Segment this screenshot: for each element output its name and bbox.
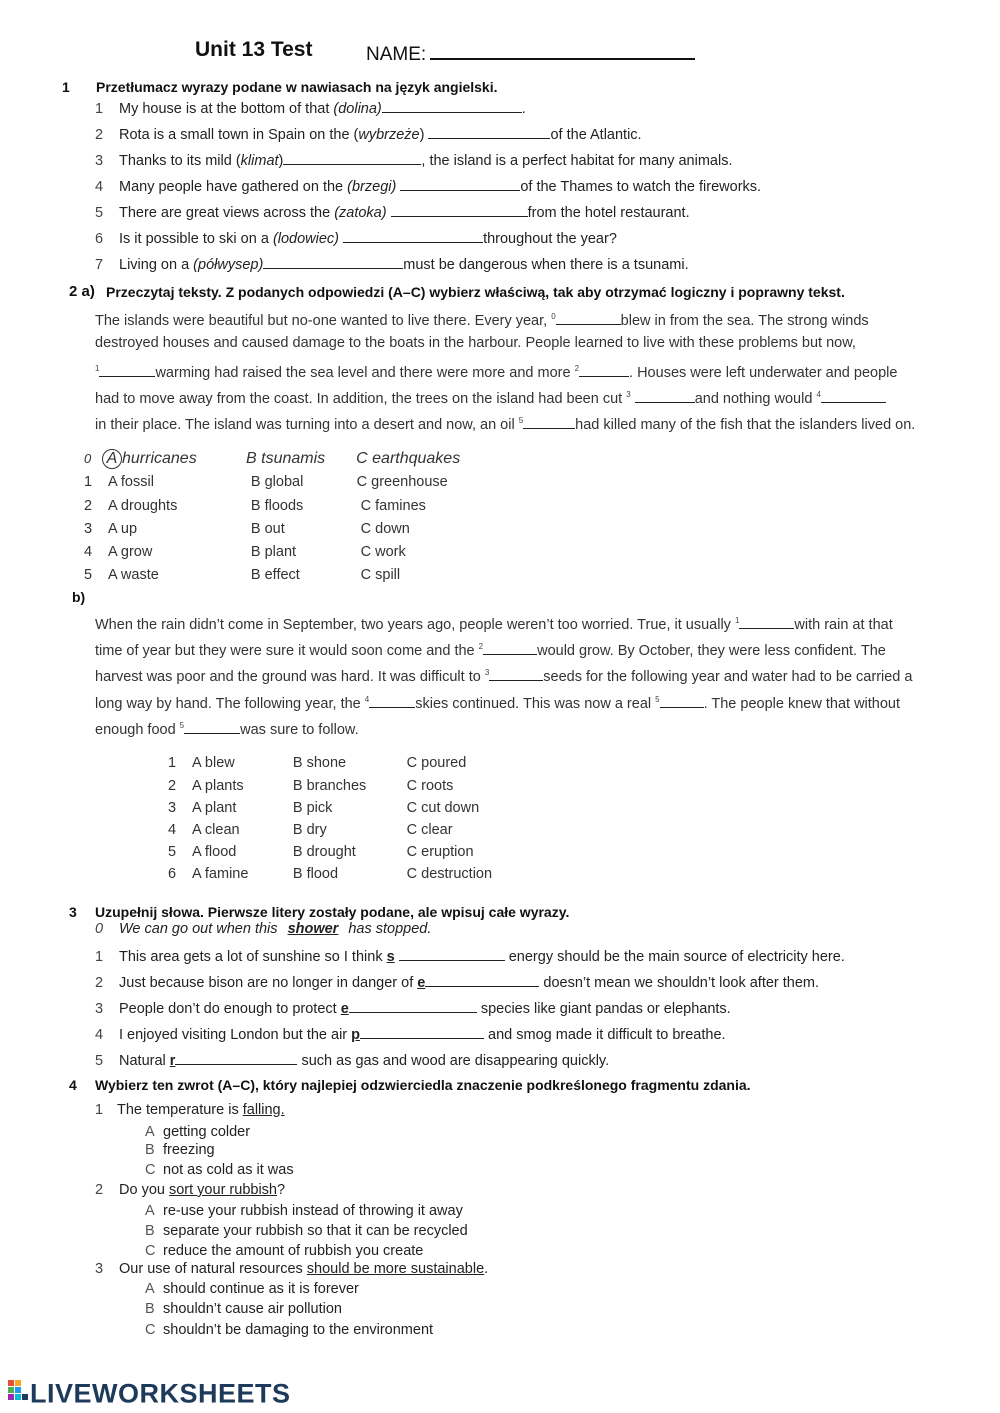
logo-blocks-icon (8, 1378, 30, 1410)
s2b-gap-6[interactable] (184, 720, 240, 734)
s4-q3-option-a[interactable]: A should continue as it is forever (145, 1281, 359, 1297)
s3-item-5: 5 Natural r such as gas and wood are disappearing quickly. (95, 1053, 610, 1069)
s2b-option-row-6: 6 A famine B flood C destruction (168, 866, 493, 882)
s1-answer-5[interactable] (391, 203, 528, 217)
s2b-option-row-2: 2 A plants B branches C roots (168, 778, 454, 794)
s1-item-1: 1 My house is at the bottom of that (dolina) . (95, 101, 526, 117)
s4-q2-option-c[interactable]: C reduce the amount of rubbish you create (145, 1243, 424, 1259)
section-2a-number: 2 a) (69, 283, 95, 300)
s2b-line-4: long way by hand. The following year, the $^4$ skies continued. This was now a real $^5$ . The people knew that without (95, 695, 901, 712)
logo-text: LIVEWORKSHEETS (30, 1378, 291, 1409)
section-2b-number: b) (72, 589, 86, 605)
s2b-line-3: harvest was poor and the ground was hard. It was difficult to $^3$ seeds for the following year and water had to be carried a (95, 668, 913, 685)
section-3-number: 3 (69, 904, 77, 920)
s1-item-7: 7 Living on a (półwysep) must be dangerous when there is a tsunami. (95, 257, 689, 273)
s1-answer-3[interactable] (283, 151, 421, 165)
s3-answer-2[interactable] (425, 973, 539, 987)
s4-question-1: 1 The temperature is falling. (95, 1102, 285, 1118)
s4-q3-option-c[interactable]: C shouldn’t be damaging to the environment (145, 1322, 434, 1338)
s2a-gap-2[interactable] (579, 363, 629, 377)
s2a-option-row-5: 5 A waste B effect C spill (84, 567, 401, 583)
s2b-option-row-3: 3 A plant B pick C cut down (168, 800, 480, 816)
s3-item-1: 1 This area gets a lot of sunshine so I think s energy should be the main source of electricity here. (95, 949, 845, 965)
selected-answer-circle[interactable]: A (102, 449, 122, 469)
s1-item-5: 5 There are great views across the (zatoka) from the hotel restaurant. (95, 205, 690, 221)
s1-item-4: 4 Many people have gathered on the (brzegi) of the Thames to watch the fireworks. (95, 179, 762, 195)
name-label: NAME: (366, 44, 427, 65)
s4-question-3: 3 Our use of natural resources should be more sustainable. (95, 1261, 489, 1277)
s3-answer-5[interactable] (175, 1051, 297, 1065)
s1-answer-2[interactable] (428, 125, 550, 139)
s2b-gap-1[interactable] (739, 615, 794, 629)
s4-question-2: 2 Do you sort your rubbish? (95, 1182, 286, 1198)
s1-answer-1[interactable] (382, 99, 522, 113)
section-1-number: 1 (62, 79, 70, 95)
s4-q1-option-c[interactable]: C not as cold as it was (145, 1162, 294, 1178)
s2b-line-5: enough food $^5$ was sure to follow. (95, 721, 359, 738)
s3-answer-4[interactable] (360, 1025, 484, 1039)
s3-answer-1[interactable] (399, 947, 505, 961)
s2b-gap-4[interactable] (369, 694, 415, 708)
s1-answer-7[interactable] (263, 255, 403, 269)
s2b-option-row-4: 4 A clean B dry C clear (168, 822, 453, 838)
s1-item-6: 6 Is it possible to ski on a (lodowiec) throughout the year? (95, 231, 617, 247)
s2b-gap-5[interactable] (660, 694, 704, 708)
s4-q2-option-b[interactable]: B separate your rubbish so that it can be recycled (145, 1223, 468, 1239)
page-title: Unit 13 Test (195, 38, 313, 61)
section-4-instruction: Wybierz ten zwrot (A–C), który najlepiej odzwierciedla znaczenie podkreślonego fragmentu zdania. (95, 1077, 751, 1093)
s2a-option-row-2: 2 A droughts B floods C famines (84, 498, 426, 514)
s4-q2-option-a[interactable]: A re-use your rubbish instead of throwing it away (145, 1203, 463, 1219)
s2b-option-row-5: 5 A flood B drought C eruption (168, 844, 474, 860)
s2a-option-row-1: 1 A fossil B global C greenhouse (84, 474, 448, 490)
s4-q1-option-a[interactable]: A getting colder (145, 1124, 251, 1140)
s1-item-3: 3 Thanks to its mild (klimat) , the island is a perfect habitat for many animals. (95, 153, 733, 169)
name-field (366, 40, 695, 66)
s2a-gap-0[interactable] (556, 311, 621, 325)
section-2a-instruction: Przeczytaj teksty. Z podanych odpowiedzi (A–C) wybierz właściwą, tak aby otrzymać logiczny i poprawny tekst. (106, 284, 845, 300)
s2a-line-4: had to move away from the coast. In addition, the trees on the island had been cut $^3$ and nothing would $^4$ (95, 382, 886, 412)
s2a-line-2: destroyed houses and caused damage to the boats in the harbour. People learned to live with these problems but now, (95, 335, 856, 351)
section-3-instruction: Uzupełnij słowa. Pierwsze litery zostały podane, ale wpisuj całe wyrazy. (95, 904, 570, 920)
s2a-option-row-0: 0 A hurricanes B tsunamis C earthquakes (84, 450, 461, 467)
section-4-number: 4 (69, 1077, 77, 1093)
s2a-line-3: $^1$ warming had raised the sea level and there were more and more $^2$ . Houses were left underwater and people (95, 364, 898, 381)
s4-q1-option-b[interactable]: B freezing (145, 1142, 215, 1158)
s3-answer-3[interactable] (349, 999, 477, 1013)
name-input[interactable] (430, 40, 695, 60)
s1-item-2: 2 Rota is a small town in Spain on the (wybrzeże) of the Atlantic. (95, 127, 642, 143)
s2b-gap-2[interactable] (483, 641, 537, 655)
s2a-option-row-3: 3 A up B out C down (84, 521, 410, 537)
s2a-gap-1[interactable] (99, 363, 155, 377)
s1-answer-4[interactable] (400, 177, 520, 191)
s2b-gap-3[interactable] (489, 667, 543, 681)
s2a-gap-3[interactable] (635, 389, 695, 403)
s2b-option-row-1: 1 A blew B shone C poured (168, 755, 467, 771)
s2b-line-1: When the rain didn’t come in September, two years ago, people weren’t too worried. True, it usually $^1$ with rain at that (95, 616, 893, 633)
s2a-line-5: in their place. The island was turning into a desert and now, an oil $^5$ had killed many of the fish that the islanders lived on. (95, 416, 916, 433)
s3-item-2: 2 Just because bison are no longer in danger of e doesn’t mean we shouldn’t look after them. (95, 975, 820, 991)
s1-answer-6[interactable] (343, 229, 483, 243)
s2a-gap-5[interactable] (523, 415, 575, 429)
s2a-line-1: The islands were beautiful but no-one wanted to live there. Every year, $^0$ blew in from the sea. The strong winds (95, 312, 869, 329)
s2a-gap-4[interactable] (821, 389, 886, 403)
s3-example: 0 We can go out when this shower has stopped. (95, 921, 432, 937)
s3-item-3: 3 People don’t do enough to protect e species like giant pandas or elephants. (95, 1001, 731, 1017)
section-1-instruction: Przetłumacz wyrazy podane w nawiasach na język angielski. (96, 79, 498, 95)
s2b-line-2: time of year but they were sure it would soon come and the $^2$ would grow. By October, they were less confident. The (95, 642, 886, 659)
s2a-option-row-4: 4 A grow B plant C work (84, 544, 406, 560)
liveworksheets-logo[interactable] (8, 1378, 291, 1410)
s3-item-4: 4 I enjoyed visiting London but the air p and smog made it difficult to breathe. (95, 1027, 726, 1043)
s4-q3-option-b[interactable]: B shouldn’t cause air pollution (145, 1301, 342, 1317)
